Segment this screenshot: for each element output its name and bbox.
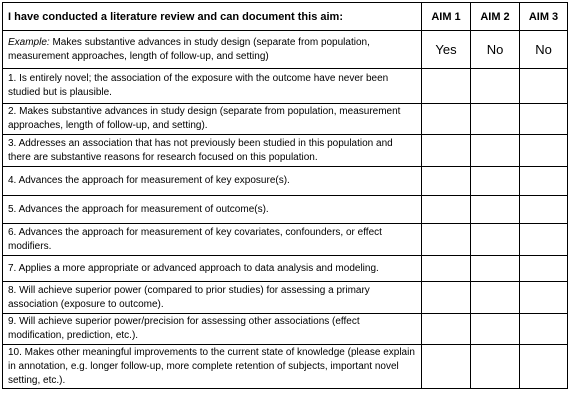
aim-1-cell[interactable]	[422, 282, 471, 314]
table-row	[3, 104, 568, 135]
example-cell	[3, 31, 422, 69]
aim-1-cell[interactable]	[422, 196, 471, 224]
aim-2-cell[interactable]	[471, 104, 520, 135]
aim-3-cell[interactable]	[520, 224, 568, 256]
aim-1-header: AIM 1	[422, 3, 471, 31]
table-row	[3, 282, 568, 314]
aim-1-cell[interactable]	[422, 69, 471, 104]
statement-header: I have conducted a literature review and can document this aim:	[3, 3, 422, 31]
aim-2-cell[interactable]	[471, 256, 520, 282]
aim-2-cell[interactable]	[471, 314, 520, 345]
example-aim-1-answer: Yes	[422, 31, 471, 69]
criterion-text: 5. Advances the approach for measurement of outcome(s).	[3, 196, 422, 224]
example-label: Example:	[8, 36, 50, 48]
aim-3-cell[interactable]	[520, 104, 568, 135]
aim-1-cell[interactable]	[422, 224, 471, 256]
criterion-text: 9. Will achieve superior power/precision for assessing other associations (effect modification, prediction, etc.).	[3, 314, 422, 345]
aim-1-cell[interactable]	[422, 256, 471, 282]
aim-3-cell[interactable]	[520, 167, 568, 196]
example-text: Makes substantive advances in study design (separate from population, measurement approaches, length of follow-up, and setting)	[8, 36, 370, 62]
aim-3-header: AIM 3	[520, 3, 568, 31]
criterion-text: 8. Will achieve superior power (compared to prior studies) for assessing a primary association (exposure to outcome).	[3, 282, 422, 314]
aim-3-cell[interactable]	[520, 314, 568, 345]
table-row	[3, 196, 568, 224]
criterion-text: 7. Applies a more appropriate or advanced approach to data analysis and modeling.	[3, 256, 422, 282]
aim-2-cell[interactable]	[471, 69, 520, 104]
table-row	[3, 314, 568, 345]
aim-3-cell[interactable]	[520, 196, 568, 224]
aim-2-header: AIM 2	[471, 3, 520, 31]
aim-1-cell[interactable]	[422, 104, 471, 135]
aim-3-cell[interactable]	[520, 345, 568, 389]
aim-3-cell[interactable]	[520, 256, 568, 282]
aim-3-cell[interactable]	[520, 135, 568, 167]
aim-1-cell[interactable]	[422, 135, 471, 167]
table-row	[3, 69, 568, 104]
aim-1-cell[interactable]	[422, 167, 471, 196]
table-row	[3, 167, 568, 196]
aim-1-cell[interactable]	[422, 314, 471, 345]
criterion-text: 6. Advances the approach for measurement of key covariates, confounders, or effect modifiers.	[3, 224, 422, 256]
criterion-text: 1. Is entirely novel; the association of the exposure with the outcome have never been studied but is plausible.	[3, 69, 422, 104]
criterion-text: 4. Advances the approach for measurement of key exposure(s).	[3, 167, 422, 196]
aim-2-cell[interactable]	[471, 345, 520, 389]
criterion-text: 3. Addresses an association that has not previously been studied in this population and there are substantive reasons for research focused on this population.	[3, 135, 422, 167]
aim-3-cell[interactable]	[520, 282, 568, 314]
aim-3-cell[interactable]	[520, 69, 568, 104]
header-row	[3, 3, 568, 31]
table-row	[3, 135, 568, 167]
literature-review-table	[2, 2, 568, 389]
aim-2-cell[interactable]	[471, 196, 520, 224]
aim-2-cell[interactable]	[471, 224, 520, 256]
example-aim-2-answer: No	[471, 31, 520, 69]
table-row	[3, 256, 568, 282]
criterion-text: 10. Makes other meaningful improvements to the current state of knowledge (please explain in annotation, e.g. longer follow-up, more complete retention of subjects, important novel setting, etc.).	[3, 345, 422, 389]
aim-2-cell[interactable]	[471, 167, 520, 196]
table-row	[3, 224, 568, 256]
aim-2-cell[interactable]	[471, 282, 520, 314]
aim-1-cell[interactable]	[422, 345, 471, 389]
example-aim-3-answer: No	[520, 31, 568, 69]
table-row	[3, 345, 568, 389]
aim-2-cell[interactable]	[471, 135, 520, 167]
criterion-text: 2. Makes substantive advances in study design (separate from population, measurement approaches, length of follow-up, and setting).	[3, 104, 422, 135]
example-row	[3, 31, 568, 69]
